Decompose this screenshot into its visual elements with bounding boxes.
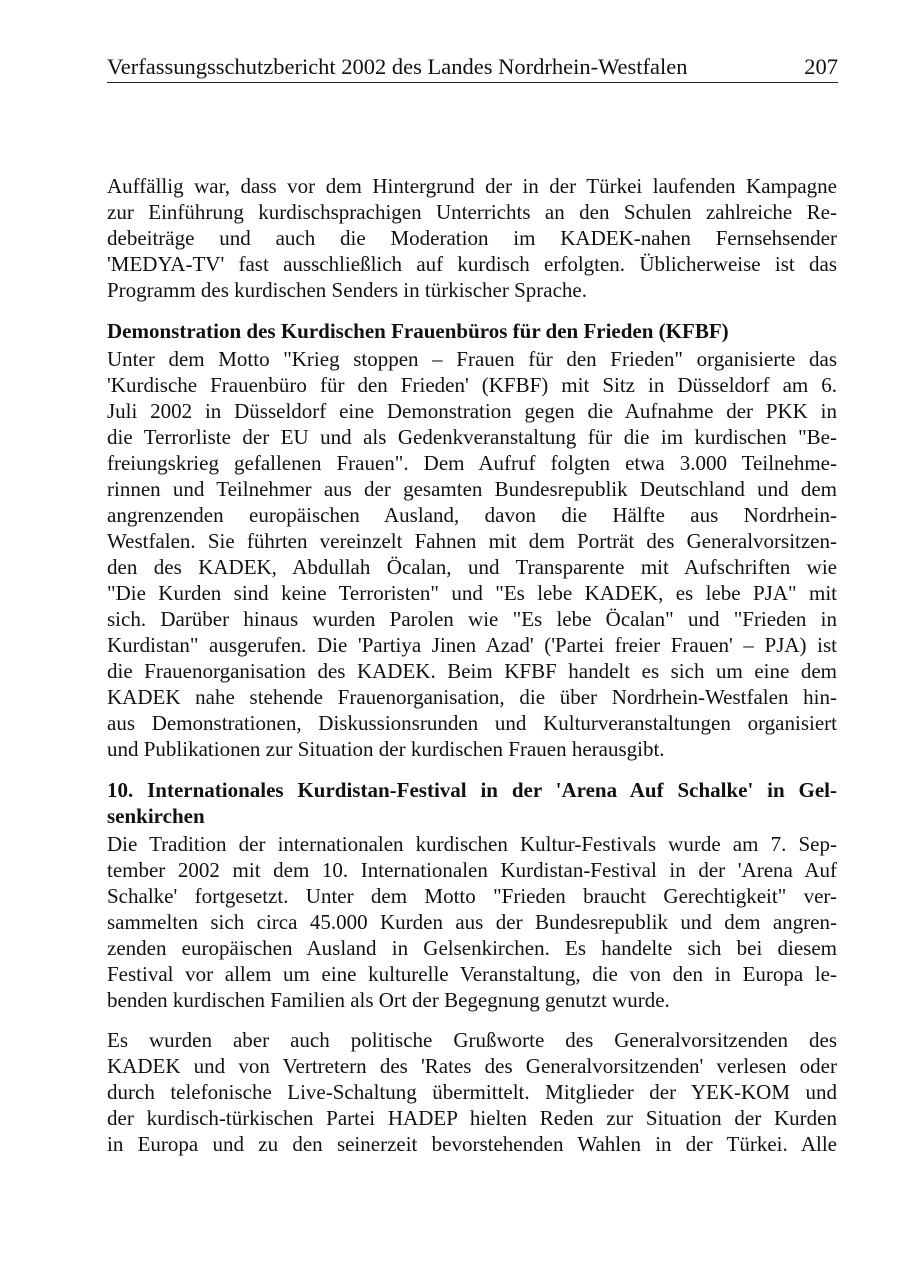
text-line: aus Demonstrationen, Diskussionsrunden und Kulturveranstaltungen organisiert <box>107 711 837 735</box>
text-line: den des KADEK, Abdullah Öcalan, und Transparente mit Aufschriften wie <box>107 555 837 579</box>
text-line: benden kurdischen Familien als Ort der Begegnung genutzt wurde. <box>107 988 670 1012</box>
text-line: Schalke' fortgesetzt. Unter dem Motto "Frieden braucht Gerechtigkeit" ver- <box>107 884 837 908</box>
text-line: Die Tradition der internationalen kurdischen Kultur-Festivals wurde am 7. Sep- <box>107 832 837 856</box>
text-line: sammelten sich circa 45.000 Kurden aus der Bundesrepublik und dem angren- <box>107 910 837 934</box>
text-line: KADEK und von Vertretern des 'Rates des Generalvorsitzenden' verlesen oder <box>107 1054 837 1078</box>
text-line: 'Kurdische Frauenbüro für den Frieden' (KFBF) mit Sitz in Düsseldorf am 6. <box>107 373 837 397</box>
text-line: "Die Kurden sind keine Terroristen" und "Es lebe KADEK, es lebe PJA" mit <box>107 581 837 605</box>
section-heading-festival <box>107 777 837 829</box>
heading-line: Demonstration des Kurdischen Frauenbüros für den Frieden (KFBF) <box>107 319 729 343</box>
page-header <box>107 52 838 83</box>
text-line: durch telefonische Live-Schaltung übermittelt. Mitglieder der YEK-KOM und <box>107 1080 837 1104</box>
text-line: Es wurden aber auch politische Grußworte des Generalvorsitzenden des <box>107 1028 837 1052</box>
text-line: debeiträge und auch die Moderation im KADEK-nahen Fernsehsender <box>107 226 837 250</box>
text-line: und Publikationen zur Situation der kurdischen Frauen herausgibt. <box>107 737 665 761</box>
header-title: Verfassungsschutzbericht 2002 des Landes Nordrhein-Westfalen <box>107 54 688 79</box>
text-line: sich. Darüber hinaus wurden Parolen wie "Es lebe Öcalan" und "Frieden in <box>107 607 837 631</box>
heading-line: 10. Internationales Kurdistan-Festival in der 'Arena Auf Schalke' in Gel- <box>107 778 837 802</box>
text-line: freiungskrieg gefallenen Frauen". Dem Aufruf folgten etwa 3.000 Teilnehme- <box>107 451 837 475</box>
text-line: zur Einführung kurdischsprachigen Unterrichts an den Schulen zahlreiche Re- <box>107 200 837 224</box>
text-line: rinnen und Teilnehmer aus der gesamten Bundesrepublik Deutschland und dem <box>107 477 837 501</box>
text-line: KADEK nahe stehende Frauenorganisation, die über Nordrhein-Westfalen hin- <box>107 685 837 709</box>
text-line: Kurdistan" ausgerufen. Die 'Partiya Jinen Azad' ('Partei freier Frauen' – PJA) ist <box>107 633 837 657</box>
text-line: Westfalen. Sie führten vereinzelt Fahnen mit dem Porträt des Generalvorsitzen- <box>107 529 837 553</box>
paragraph-kfbf-demonstration <box>107 346 837 762</box>
section-heading-kfbf <box>107 318 837 344</box>
document-body <box>107 173 837 1157</box>
heading-line: senkirchen <box>107 804 205 828</box>
text-line: in Europa und zu den seinerzeit bevorstehenden Wahlen in der Türkei. Alle <box>107 1132 837 1156</box>
text-line: Auffällig war, dass vor dem Hintergrund der in der Türkei laufenden Kampagne <box>107 174 837 198</box>
text-line: angrenzenden europäischen Ausland, davon die Hälfte aus Nordrhein- <box>107 503 837 527</box>
text-line: der kurdisch-türkischen Partei HADEP hielten Reden zur Situation der Kurden <box>107 1106 837 1130</box>
text-line: zenden europäischen Ausland in Gelsenkirchen. Es handelte sich bei diesem <box>107 936 837 960</box>
text-line: die Frauenorganisation des KADEK. Beim KFBF handelt es sich um eine dem <box>107 659 837 683</box>
page-number: 207 <box>804 54 838 79</box>
paragraph-intro <box>107 173 837 303</box>
text-line: 'MEDYA-TV' fast ausschließlich auf kurdisch erfolgten. Üblicherweise ist das <box>107 252 837 276</box>
text-line: Festival vor allem um eine kulturelle Veranstaltung, die von den in Europa le- <box>107 962 837 986</box>
text-line: die Terrorliste der EU und als Gedenkveranstaltung für die im kurdischen "Be- <box>107 425 837 449</box>
paragraph-festival-tradition <box>107 831 837 1013</box>
paragraph-festival-politics <box>107 1027 837 1157</box>
text-line: Unter dem Motto "Krieg stoppen – Frauen für den Frieden" organisierte das <box>107 347 837 371</box>
text-line: Programm des kurdischen Senders in türkischer Sprache. <box>107 278 587 302</box>
text-line: tember 2002 mit dem 10. Internationalen Kurdistan-Festival in der 'Arena Auf <box>107 858 837 882</box>
text-line: Juli 2002 in Düsseldorf eine Demonstration gegen die Aufnahme der PKK in <box>107 399 837 423</box>
